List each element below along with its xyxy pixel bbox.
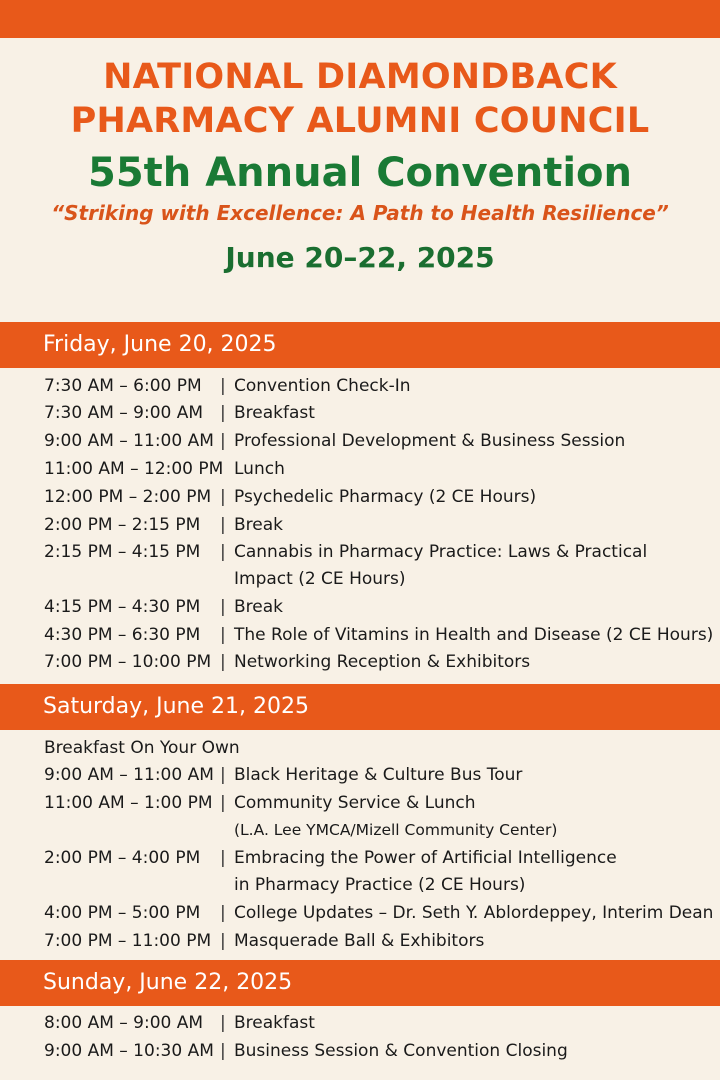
schedule-row: [0, 648, 720, 676]
row-separator: |: [220, 765, 226, 785]
row-separator: |: [220, 931, 226, 951]
org-name-line2: PHARMACY ALUMNI COUNCIL: [70, 101, 650, 141]
row-separator: |: [220, 1013, 226, 1033]
top-accent-bar: [0, 0, 720, 38]
schedule-row: [0, 844, 720, 872]
schedule-row: [0, 789, 720, 817]
schedule-row-continuation: [0, 565, 720, 593]
row-event: Break: [234, 515, 283, 535]
day-header-sunday: Sunday, June 22, 2025: [0, 960, 720, 1006]
row-time: 4:15 PM – 4:30 PM: [44, 597, 201, 617]
row-separator: |: [220, 793, 226, 813]
schedule-row: [0, 427, 720, 455]
row-event: Lunch: [234, 459, 285, 479]
row-time: 2:00 PM – 2:15 PM: [44, 515, 201, 535]
schedule-row: [0, 399, 720, 427]
schedule-row: [0, 927, 720, 955]
page-header: [0, 38, 720, 320]
row-separator: |: [220, 848, 226, 868]
row-time: 11:00 AM – 1:00 PM: [44, 793, 213, 813]
schedule-row: [0, 1037, 720, 1065]
row-event: Breakfast: [234, 403, 315, 423]
row-event: Community Service & Lunch: [234, 793, 476, 813]
schedule-row: [0, 621, 720, 649]
row-separator: |: [220, 625, 226, 645]
row-event: Break: [234, 597, 283, 617]
schedule-row-continuation: [0, 871, 720, 899]
row-event: Breakfast: [234, 1013, 315, 1033]
row-separator: |: [220, 431, 226, 451]
row-time: 2:15 PM – 4:15 PM: [44, 542, 201, 562]
row-time: 7:00 PM – 11:00 PM: [44, 931, 212, 951]
day-header-saturday: Saturday, June 21, 2025: [0, 684, 720, 730]
schedule-row: [0, 593, 720, 621]
row-time: 9:00 AM – 10:30 AM: [44, 1041, 214, 1061]
row-event: Convention Check-In: [234, 376, 411, 396]
row-time: 11:00 AM – 12:00 PM: [44, 459, 224, 479]
row-separator: |: [220, 597, 226, 617]
schedule-row: [0, 1009, 720, 1037]
row-time: 7:00 PM – 10:00 PM: [44, 652, 212, 672]
convention-dates: June 20–22, 2025: [225, 241, 495, 274]
row-event: Business Session & Convention Closing: [234, 1041, 568, 1061]
row-time: 4:30 PM – 6:30 PM: [44, 625, 201, 645]
convention-title: 55th Annual Convention: [88, 150, 632, 196]
row-separator: |: [220, 652, 226, 672]
schedule-row: [0, 455, 720, 483]
row-time: 9:00 AM – 11:00 AM: [44, 765, 214, 785]
row-time: 4:00 PM – 5:00 PM: [44, 903, 201, 923]
schedule-row-continuation: [0, 816, 720, 844]
day-header-friday: Friday, June 20, 2025: [0, 322, 720, 368]
schedule-note: [0, 734, 720, 762]
row-event-continued: in Pharmacy Practice (2 CE Hours): [234, 875, 526, 895]
org-name-line1: NATIONAL DIAMONDBACK: [103, 57, 617, 97]
schedule-row: [0, 372, 720, 400]
row-separator: |: [220, 515, 226, 535]
row-event: Masquerade Ball & Exhibitors: [234, 931, 485, 951]
row-time: 8:00 AM – 9:00 AM: [44, 1013, 204, 1033]
row-event: Cannabis in Pharmacy Practice: Laws & Practical: [234, 542, 648, 562]
schedule-row: [0, 538, 720, 566]
row-time: 9:00 AM – 11:00 AM: [44, 431, 214, 451]
row-separator: |: [220, 403, 226, 423]
row-event-continued: Impact (2 CE Hours): [234, 569, 406, 589]
row-event: College Updates – Dr. Seth Y. Ablordeppey, Interim Dean: [234, 903, 714, 923]
schedule-row: [0, 761, 720, 789]
note-text: Breakfast On Your Own: [44, 738, 240, 758]
convention-theme: “Striking with Excellence: A Path to Health Resilience”: [51, 201, 669, 225]
row-time: 7:30 AM – 6:00 PM: [44, 376, 202, 396]
row-time: 12:00 PM – 2:00 PM: [44, 487, 212, 507]
row-separator: |: [220, 903, 226, 923]
row-event: The Role of Vitamins in Health and Disease (2 CE Hours): [234, 625, 714, 645]
row-separator: |: [220, 542, 226, 562]
row-event: Psychedelic Pharmacy (2 CE Hours): [234, 487, 537, 507]
row-separator: |: [220, 487, 226, 507]
row-time: 7:30 AM – 9:00 AM: [44, 403, 204, 423]
row-event: Black Heritage & Culture Bus Tour: [234, 765, 523, 785]
row-event-continued: (L.A. Lee YMCA/Mizell Community Center): [234, 821, 558, 839]
schedule-row: [0, 899, 720, 927]
row-event: Professional Development & Business Session: [234, 431, 626, 451]
row-event: Networking Reception & Exhibitors: [234, 652, 531, 672]
schedule-row: [0, 483, 720, 511]
schedule-row: [0, 511, 720, 539]
row-separator: |: [220, 376, 226, 396]
row-event: Embracing the Power of Artificial Intelligence: [234, 848, 617, 868]
row-separator: |: [220, 1041, 226, 1061]
row-time: 2:00 PM – 4:00 PM: [44, 848, 201, 868]
